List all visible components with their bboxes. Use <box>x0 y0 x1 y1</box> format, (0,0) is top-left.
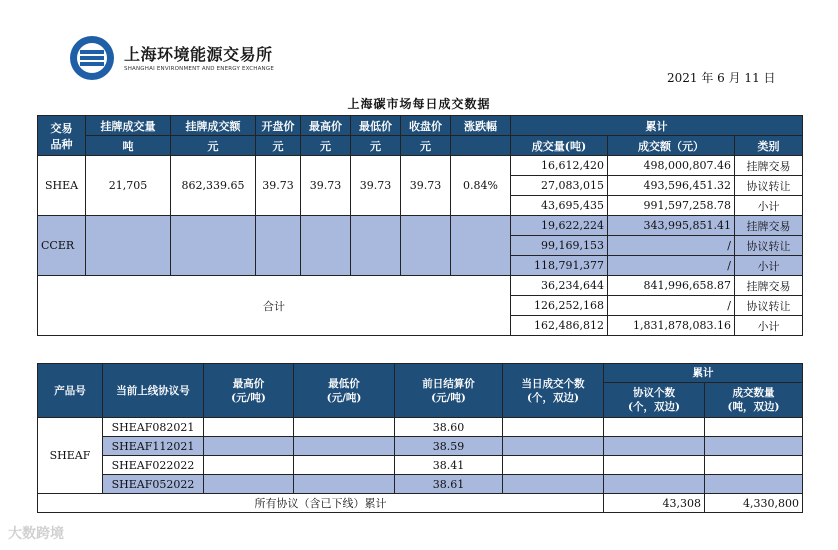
shea-listed-amount: 862,339.65 <box>171 156 256 216</box>
cum-volume: 162,486,812 <box>511 316 608 336</box>
table-row <box>38 437 803 456</box>
category: 协议转让 <box>735 236 803 256</box>
org-name-en: SHANGHAI ENVIRONMENT AND ENERGY EXCHANGE <box>124 66 274 72</box>
cum-volume: 36,234,644 <box>511 276 608 296</box>
cum-amount: / <box>608 296 735 316</box>
cum-amount: / <box>608 236 735 256</box>
cum-volume: 16,612,420 <box>511 156 608 176</box>
footer-label: 所有协议（含已下线）累计 <box>38 494 604 513</box>
header-low: 最低价 <box>351 116 401 136</box>
shea-high: 39.73 <box>301 156 351 216</box>
cum-amount: 493,596,451.32 <box>608 176 735 196</box>
product-sheaf: SHEAF <box>38 418 103 494</box>
header-listed-amount: 挂牌成交额 <box>171 116 256 136</box>
cum-amount: 991,597,258.78 <box>608 196 735 216</box>
category: 挂牌交易 <box>735 216 803 236</box>
contract-id: SHEAF112021 <box>103 437 204 456</box>
shea-listed-volume: 21,705 <box>86 156 171 216</box>
header-cum-count: 协议个数 (个，双边) <box>604 383 705 418</box>
cum-volume: 99,169,153 <box>511 236 608 256</box>
unit-low: 元 <box>351 136 401 156</box>
prev-settle: 38.59 <box>395 437 503 456</box>
product-ccer: CCER <box>38 216 86 276</box>
table-row <box>38 475 803 494</box>
cum-amount: 343,995,851.41 <box>608 216 735 236</box>
header-cum-volume: 成交量(吨) <box>511 136 608 156</box>
cum-amount: 1,831,878,083.16 <box>608 316 735 336</box>
table-row <box>38 156 803 176</box>
footer-count: 43,308 <box>604 494 705 513</box>
header-low: 最低价 (元/吨) <box>294 364 395 418</box>
cum-amount: / <box>608 256 735 276</box>
header-cumulative: 累计 <box>604 364 803 383</box>
cum-volume: 126,252,168 <box>511 296 608 316</box>
cum-volume: 19,622,224 <box>511 216 608 236</box>
watermark: 大数跨境 <box>8 526 64 542</box>
table-row <box>38 456 803 475</box>
header-category: 类别 <box>735 136 803 156</box>
unit-close: 元 <box>401 136 451 156</box>
contract-id: SHEAF052022 <box>103 475 204 494</box>
header-close: 收盘价 <box>401 116 451 136</box>
cum-amount: 498,000,807.46 <box>608 156 735 176</box>
contract-id: SHEAF082021 <box>103 418 204 437</box>
cum-volume: 43,695,435 <box>511 196 608 216</box>
header-product: 交易 品种 <box>38 116 86 156</box>
shea-low: 39.73 <box>351 156 401 216</box>
header-high: 最高价 <box>301 116 351 136</box>
header-contract: 当前上线协议号 <box>103 364 204 418</box>
shea-change: 0.84% <box>451 156 511 216</box>
category: 小计 <box>735 256 803 276</box>
header-change: 涨跌幅 <box>451 116 511 136</box>
table-row <box>38 418 803 437</box>
prev-settle: 38.41 <box>395 456 503 475</box>
category: 挂牌交易 <box>735 276 803 296</box>
table-row <box>38 216 803 236</box>
header-product-no: 产品号 <box>38 364 103 418</box>
contract-id: SHEAF022022 <box>103 456 204 475</box>
category: 挂牌交易 <box>735 156 803 176</box>
exchange-logo-icon <box>70 36 114 80</box>
table-row <box>38 276 803 296</box>
table-row <box>38 494 803 513</box>
header-open: 开盘价 <box>256 116 301 136</box>
prev-settle: 38.60 <box>395 418 503 437</box>
header-cum-amount: 成交额（元） <box>608 136 735 156</box>
header-high: 最高价 (元/吨) <box>204 364 294 418</box>
unit-amount: 元 <box>171 136 256 156</box>
header-listed-volume: 挂牌成交量 <box>86 116 171 136</box>
header-today-count: 当日成交个数 (个，双边) <box>503 364 604 418</box>
cum-amount: 841,996,658.87 <box>608 276 735 296</box>
unit-volume: 吨 <box>86 136 171 156</box>
cum-volume: 118,791,377 <box>511 256 608 276</box>
cum-volume: 27,083,015 <box>511 176 608 196</box>
exchange-logo <box>70 36 310 84</box>
report-date: 2021 年 6 月 11 日 <box>667 71 776 85</box>
header-cumulative: 累计 <box>511 116 803 136</box>
org-name-cn: 上海环境能源交易所 <box>124 45 273 64</box>
unit-high: 元 <box>301 136 351 156</box>
daily-trading-table <box>37 115 803 336</box>
category: 协议转让 <box>735 176 803 196</box>
header-cum-qty: 成交数量 (吨，双边) <box>705 383 803 418</box>
report-title: 上海碳市场每日成交数据 <box>347 97 491 111</box>
footer-qty: 4,330,800 <box>705 494 803 513</box>
shea-close: 39.73 <box>401 156 451 216</box>
header-prev-settle: 前日结算价 (元/吨) <box>395 364 503 418</box>
category: 协议转让 <box>735 296 803 316</box>
product-shea: SHEA <box>38 156 86 216</box>
unit-open: 元 <box>256 136 301 156</box>
category: 小计 <box>735 196 803 216</box>
category: 小计 <box>735 316 803 336</box>
prev-settle: 38.61 <box>395 475 503 494</box>
total-label: 合计 <box>38 276 511 336</box>
futures-contract-table <box>37 363 803 513</box>
shea-open: 39.73 <box>256 156 301 216</box>
